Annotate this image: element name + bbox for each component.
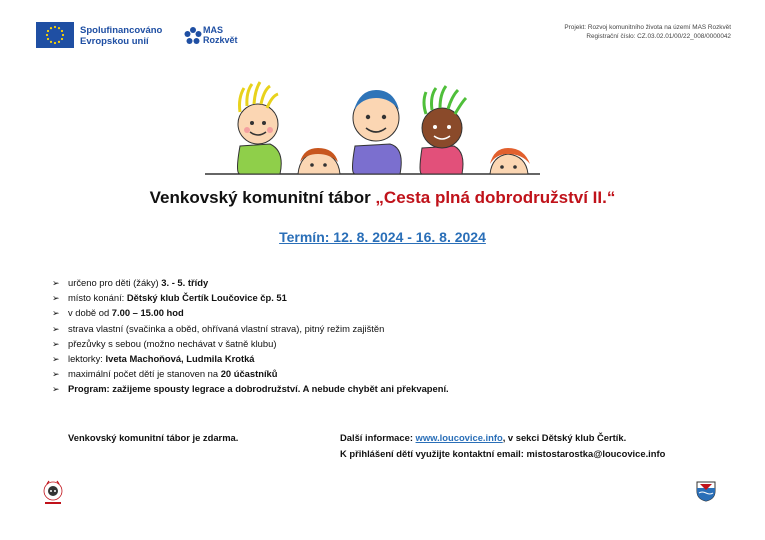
mas-text-line1: MAS bbox=[203, 25, 223, 35]
arrow-bullet-icon: ➢ bbox=[52, 353, 60, 364]
arrow-bullet-icon: ➢ bbox=[52, 308, 60, 319]
kid-yellow-hair bbox=[238, 82, 282, 174]
website-link[interactable]: www.loucovice.info bbox=[415, 432, 503, 443]
info-prefix: Další informace: bbox=[340, 432, 416, 443]
mas-rozkvet-logo bbox=[183, 25, 243, 47]
contact-email-line: K přihlášení dětí využijte kontaktní email: mistostarostka@loucovice.info bbox=[340, 448, 666, 459]
item-bold: Iveta Machoňová, Ludmila Krotká bbox=[105, 352, 255, 364]
item-text: strava vlastní (svačinka a oběd, ohřívaná vlastní strava), pitný režim zajištěn bbox=[68, 322, 385, 334]
arrow-bullet-icon: ➢ bbox=[52, 293, 60, 304]
term-dates: Termín: 12. 8. 2024 - 16. 8. 2024 bbox=[279, 229, 486, 245]
info-suffix: , v sekci Dětský klub Čertík. bbox=[502, 432, 627, 443]
certik-club-logo-icon bbox=[37, 476, 69, 508]
loucovice-coat-of-arms-icon bbox=[695, 480, 717, 502]
item-text: určeno pro děti (žáky) bbox=[68, 277, 162, 288]
item-text: místo konání: bbox=[68, 292, 127, 304]
item-text: v době od bbox=[68, 307, 112, 319]
item-bold: 7.00 – 15.00 hod bbox=[111, 307, 184, 319]
list-item bbox=[52, 290, 449, 305]
kid-peeking-right bbox=[490, 148, 530, 174]
kid-peeking-left bbox=[298, 148, 340, 174]
kid-green-hair bbox=[420, 86, 466, 174]
registration-number: Registrační číslo: CZ.03.02.01/00/22_008/0000042 bbox=[586, 32, 731, 40]
item-text: přezůvky s sebou (možno nechávat v šatně klubu) bbox=[68, 337, 277, 349]
arrow-bullet-icon: ➢ bbox=[52, 369, 60, 380]
item-text: lektorky: bbox=[68, 352, 106, 364]
eu-flag-icon bbox=[36, 22, 74, 48]
page-title bbox=[0, 188, 765, 208]
kid-blue-hair bbox=[353, 90, 402, 174]
mas-text-line2: Rozkvět bbox=[203, 35, 238, 45]
arrow-bullet-icon: ➢ bbox=[52, 338, 60, 349]
contact-info bbox=[340, 430, 665, 462]
eu-text-line2: Evropskou unií bbox=[80, 36, 149, 47]
title-prefix: Venkovský komunitní tábor bbox=[149, 188, 376, 207]
item-text: maximální počet dětí je stanoven na bbox=[68, 368, 221, 380]
item-bold: Program: zažijeme spousty legrace a dobrodružství. A nebude chybět ani překvapení. bbox=[68, 383, 449, 395]
project-info bbox=[564, 24, 731, 41]
title-camp-name: „Cesta plná dobrodružství II.“ bbox=[375, 188, 616, 207]
list-item bbox=[52, 336, 449, 351]
arrow-bullet-icon: ➢ bbox=[52, 323, 60, 334]
kids-illustration bbox=[200, 76, 545, 178]
list-item bbox=[52, 351, 449, 366]
arrow-bullet-icon: ➢ bbox=[52, 278, 60, 288]
eu-cofinanced-text bbox=[80, 25, 162, 47]
free-note: Venkovský komunitní tábor je zdarma. bbox=[68, 432, 239, 443]
list-item bbox=[52, 381, 449, 396]
item-bold: 20 účastníků bbox=[220, 368, 278, 380]
list-item bbox=[52, 275, 449, 290]
info-list bbox=[52, 275, 449, 397]
list-item bbox=[52, 366, 449, 381]
list-item bbox=[52, 321, 449, 336]
mas-text bbox=[203, 25, 238, 45]
arrow-bullet-icon: ➢ bbox=[52, 384, 60, 395]
eu-text-line1: Spolufinancováno bbox=[80, 25, 163, 36]
item-bold: Dětský klub Čertík Loučovice čp. 51 bbox=[126, 292, 287, 304]
item-bold: 3. - 5. třídy bbox=[161, 277, 209, 288]
list-item bbox=[52, 305, 449, 320]
more-info-line bbox=[340, 430, 665, 446]
flower-icon bbox=[183, 26, 203, 46]
project-name: Projekt: Rozvoj komunitního života na území MAS Rozkvět bbox=[564, 24, 731, 31]
